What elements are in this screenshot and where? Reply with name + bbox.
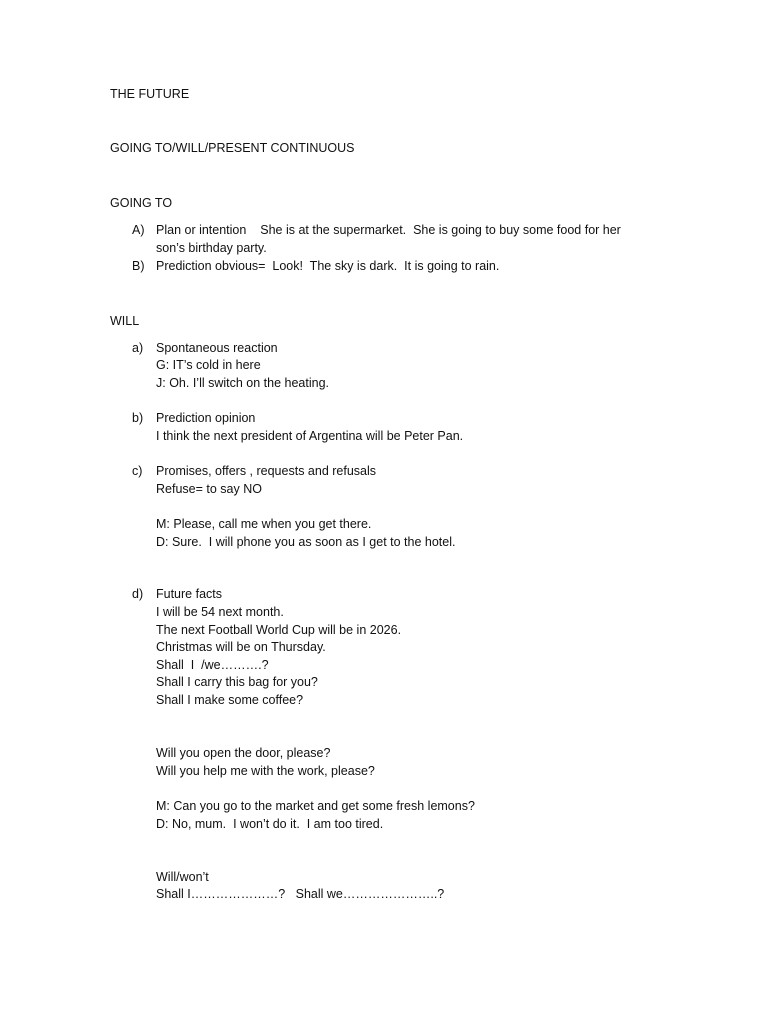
list-item-line: The next Football World Cup will be in 2026. [156,623,402,637]
list-item-line: Refuse= to say NO [156,482,262,496]
list-marker: A) [132,223,145,237]
list-marker: d) [132,587,144,601]
page-title: THE FUTURE [110,87,190,101]
dialogue-line: M: Can you go to the market and get some fresh lemons? [156,799,475,813]
summary-line: Will/won’t [156,870,209,884]
summary-line: Shall I…………………? Shall we…………………..? [156,887,445,901]
list-item-line: Prediction opinion [156,411,256,425]
list-item-line: Future facts [156,587,222,601]
dialogue-line: D: No, mum. I won’t do it. I am too tired. [156,817,384,831]
list-item-line: Christmas will be on Thursday. [156,640,326,654]
list-item-line: I will be 54 next month. [156,605,284,619]
request-line: Will you open the door, please? [156,746,331,760]
list-item-line: Shall I make some coffee? [156,693,304,707]
list-item-line: J: Oh. I’ll switch on the heating. [156,376,330,390]
list-item-line: Shall I carry this bag for you? [156,675,318,689]
list-item-line: Plan or intention She is at the supermarket. She is going to buy some food for her [156,223,621,237]
list-marker: B) [132,259,145,273]
list-item-line: Spontaneous reaction [156,341,278,355]
list-item-line: Prediction obvious= Look! The sky is dark. It is going to rain. [156,259,500,273]
list-marker: a) [132,341,144,355]
section-heading-will: WILL [110,314,140,328]
dialogue-line: M: Please, call me when you get there. [156,517,372,531]
list-item-line: Promises, offers , requests and refusals [156,464,377,478]
dialogue-line: D: Sure. I will phone you as soon as I get to the hotel. [156,535,456,549]
list-item-line: G: IT’s cold in here [156,358,261,372]
list-item-line: son’s birthday party. [156,241,267,255]
request-line: Will you help me with the work, please? [156,764,375,778]
page-subtitle: GOING TO/WILL/PRESENT CONTINUOUS [110,141,355,155]
list-item-line: I think the next president of Argentina will be Peter Pan. [156,429,464,443]
list-marker: b) [132,411,144,425]
section-heading-going-to: GOING TO [110,196,173,210]
list-item-line: Shall I /we……….? [156,658,269,672]
list-marker: c) [132,464,143,478]
